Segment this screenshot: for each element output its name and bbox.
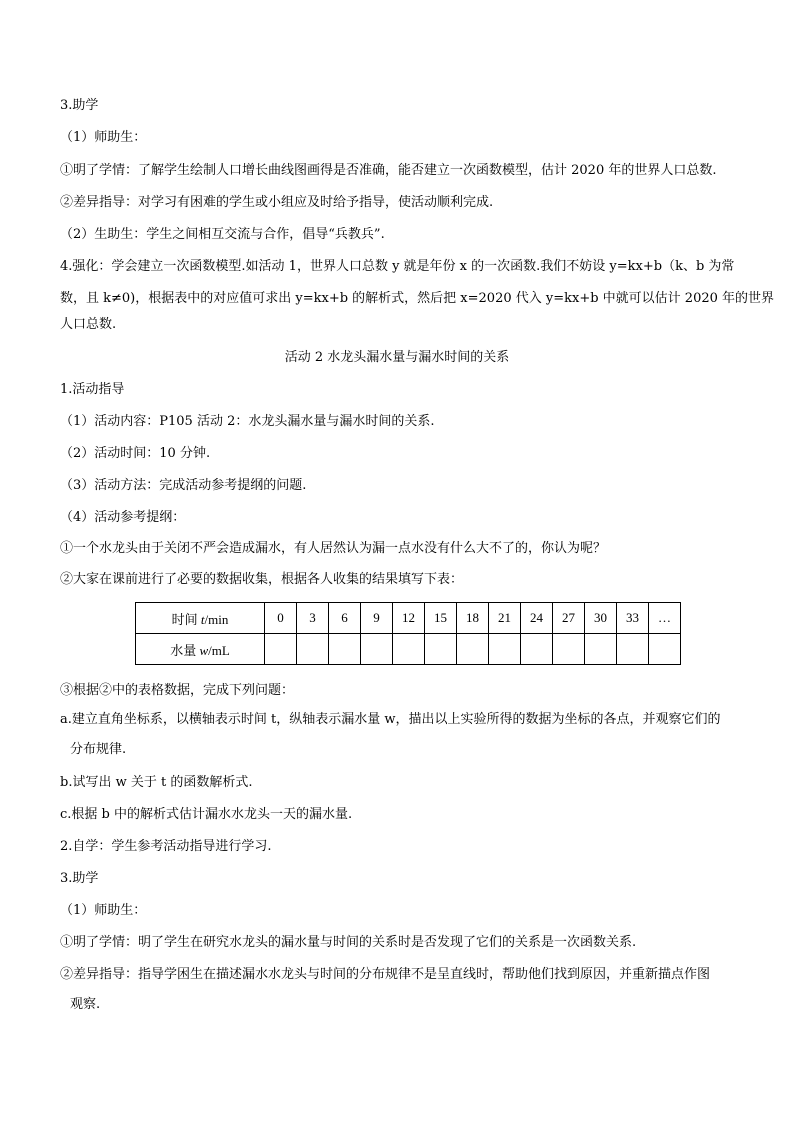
table-cell: 21 xyxy=(489,603,521,634)
table-cell: … xyxy=(649,603,681,634)
paragraph: c.根据 b 中的解析式估计漏水水龙头一天的漏水量. xyxy=(60,807,353,822)
paragraph: ②大家在课前进行了必要的数据收集，根据各人收集的结果填写下表： xyxy=(60,572,464,587)
paragraph: （2）生助生：学生之间相互交流与合作，倡导“兵教兵”. xyxy=(60,227,385,242)
paragraph: ②差异指导：对学习有困难的学生或小组应及时给予指导，使活动顺利完成. xyxy=(60,195,494,210)
paragraph: ③根据②中的表格数据，完成下列问题： xyxy=(60,683,295,698)
table-cell: 6 xyxy=(329,603,361,634)
heading: 1.活动指导 xyxy=(60,382,125,397)
table-cell xyxy=(329,634,361,665)
paragraph: ②差异指导：指导学困生在描述漏水水龙头与时间的分布规律不是呈直线时，帮助他们找到原因，并重新描点作图 xyxy=(60,967,711,982)
table-cell xyxy=(617,634,649,665)
table-cell xyxy=(521,634,553,665)
paragraph: ①一个水龙头由于关闭不严会造成漏水，有人居然认为漏一点水没有什么大不了的，你认为呢？ xyxy=(60,541,607,556)
table-cell xyxy=(457,634,489,665)
paragraph: （1）师助生： xyxy=(60,903,147,918)
table-cell xyxy=(265,634,297,665)
paragraph: 人口总数. xyxy=(60,317,117,332)
table-cell: 3 xyxy=(297,603,329,634)
table-cell xyxy=(553,634,585,665)
paragraph: （3）活动方法：完成活动参考提纲的问题. xyxy=(60,478,307,493)
heading-zhuxue: 3.助学 xyxy=(60,871,99,886)
table-cell: 33 xyxy=(617,603,649,634)
table-cell: 12 xyxy=(393,603,425,634)
table-cell: 0 xyxy=(265,603,297,634)
table-cell: 18 xyxy=(457,603,489,634)
paragraph: 分布规律. xyxy=(70,742,127,757)
table-row-time xyxy=(136,603,681,634)
paragraph: （4）活动参考提纲： xyxy=(60,510,186,525)
row-label-volume: 水量 w/mL xyxy=(136,634,265,665)
table-cell: 15 xyxy=(425,603,457,634)
paragraph: 2.自学：学生参考活动指导进行学习. xyxy=(60,839,272,854)
table-cell xyxy=(297,634,329,665)
table-cell xyxy=(361,634,393,665)
data-table xyxy=(135,602,681,665)
section-title: 活动 2 水龙头漏水量与漏水时间的关系 xyxy=(284,350,510,365)
row-label-time: 时间 t/min xyxy=(136,603,265,634)
paragraph: 数，且 k≠0)，根据表中的对应值可求出 y=kx+b 的解析式，然后把 x=2020 代入 y=kx+b 中就可以估计 2020 年的世界 xyxy=(60,291,775,306)
table-cell: 27 xyxy=(553,603,585,634)
paragraph: （1）师助生： xyxy=(60,130,147,145)
paragraph: ①明了学情：了解学生绘制人口增长曲线图画得是否准确，能否建立一次函数模型，估计 2020 年的世界人口总数. xyxy=(60,163,717,178)
table-cell xyxy=(425,634,457,665)
table-row-volume xyxy=(136,634,681,665)
paragraph: 4.强化：学会建立一次函数模型.如活动 1，世界人口总数 y 就是年份 x 的一次函数.我们不妨设 y=kx+b（k、b 为常 xyxy=(60,259,735,274)
table-cell xyxy=(585,634,617,665)
paragraph: （2）活动时间：10 分钟. xyxy=(60,446,211,461)
table-cell xyxy=(393,634,425,665)
table-cell: 30 xyxy=(585,603,617,634)
paragraph: （1）活动内容：P105 活动 2：水龙头漏水量与漏水时间的关系. xyxy=(60,414,435,429)
heading-zhuxue: 3.助学 xyxy=(60,98,99,113)
table-cell xyxy=(489,634,521,665)
table-cell: 9 xyxy=(361,603,393,634)
paragraph: b.试写出 w 关于 t 的函数解析式. xyxy=(60,775,253,790)
paragraph: ①明了学情：明了学生在研究水龙头的漏水量与时间的关系时是否发现了它们的关系是一次函数关系. xyxy=(60,935,637,950)
table-cell xyxy=(649,634,681,665)
paragraph: a.建立直角坐标系，以横轴表示时间 t，纵轴表示漏水量 w，描出以上实验所得的数据为坐标的各点，并观察它们的 xyxy=(60,712,721,727)
paragraph: 观察. xyxy=(70,997,101,1012)
table-cell: 24 xyxy=(521,603,553,634)
